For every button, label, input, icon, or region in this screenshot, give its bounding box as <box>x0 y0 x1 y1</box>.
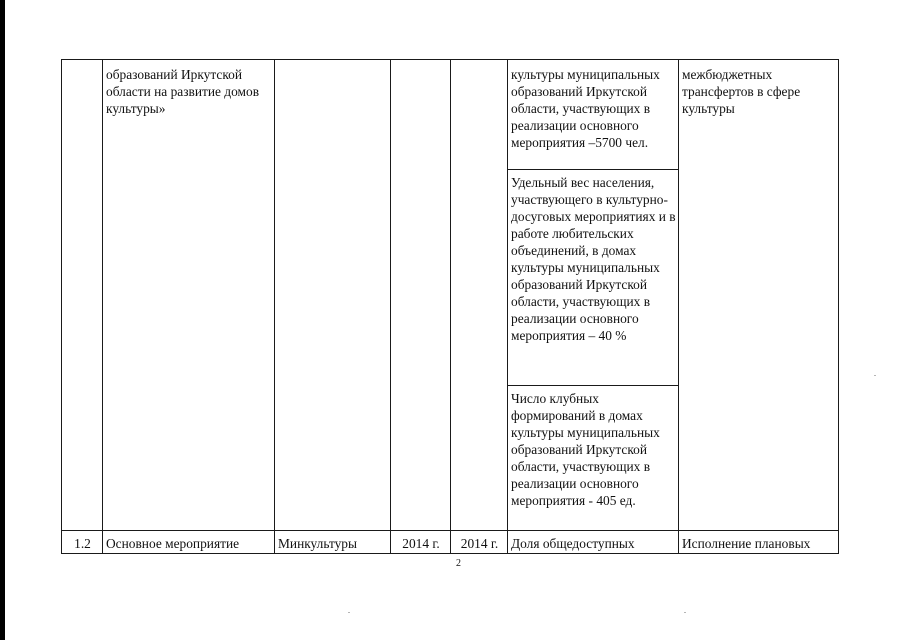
cell-event <box>103 60 275 531</box>
cell-end <box>451 531 508 554</box>
event-text: образований Иркутской области на развитие домов культуры» <box>106 67 260 116</box>
indicator-text: Удельный вес населения, участвующего в культурно-досуговых мероприятиях и в работе любительских объединений, в домах культуры муниципальных образований Иркутской области, участвующих в реализации основного мероприятия – 40 % <box>511 175 676 343</box>
table-row-continuation-1 <box>62 60 839 170</box>
scan-speck <box>348 612 350 613</box>
table-row-1-2 <box>62 531 839 554</box>
cell-end-empty <box>451 60 508 531</box>
indicator-cell <box>508 170 679 386</box>
scan-speck <box>684 612 686 613</box>
indicator-text: Число клубных формирований в домах культуры муниципальных образований Иркутской области, участвующих в реализации основного мероприятия - 405 ед. <box>511 391 660 508</box>
result-text: межбюджетных трансфертов в сфере культуры <box>682 67 801 116</box>
indicator-text: культуры муниципальных образований Иркутской области, участвующих в реализации основного мероприятия –5700 чел. <box>511 67 660 150</box>
scan-speck <box>874 375 876 376</box>
cell-number <box>62 531 103 554</box>
cell-start-empty <box>391 60 451 531</box>
cell-result <box>679 531 839 554</box>
program-table <box>61 59 839 554</box>
cell-executor <box>275 531 391 554</box>
executor-text: Минкультуры <box>278 536 358 551</box>
cell-event <box>103 531 275 554</box>
cell-start <box>391 531 451 554</box>
result-text: Исполнение плановых <box>682 536 811 551</box>
cell-result <box>679 60 839 531</box>
cell-indicator <box>508 531 679 554</box>
indicator-cell <box>508 386 679 531</box>
cell-executor-empty <box>275 60 391 531</box>
row-number: 1.2 <box>74 536 91 551</box>
page-number: 2 <box>456 558 461 569</box>
start-year: 2014 г. <box>402 536 440 551</box>
cell-number-empty <box>62 60 103 531</box>
scan-edge <box>0 0 5 640</box>
end-year: 2014 г. <box>460 536 499 551</box>
event-text: Основное мероприятие <box>106 536 240 551</box>
indicator-text: Доля общедоступных <box>511 536 635 551</box>
indicator-cell <box>508 60 679 170</box>
